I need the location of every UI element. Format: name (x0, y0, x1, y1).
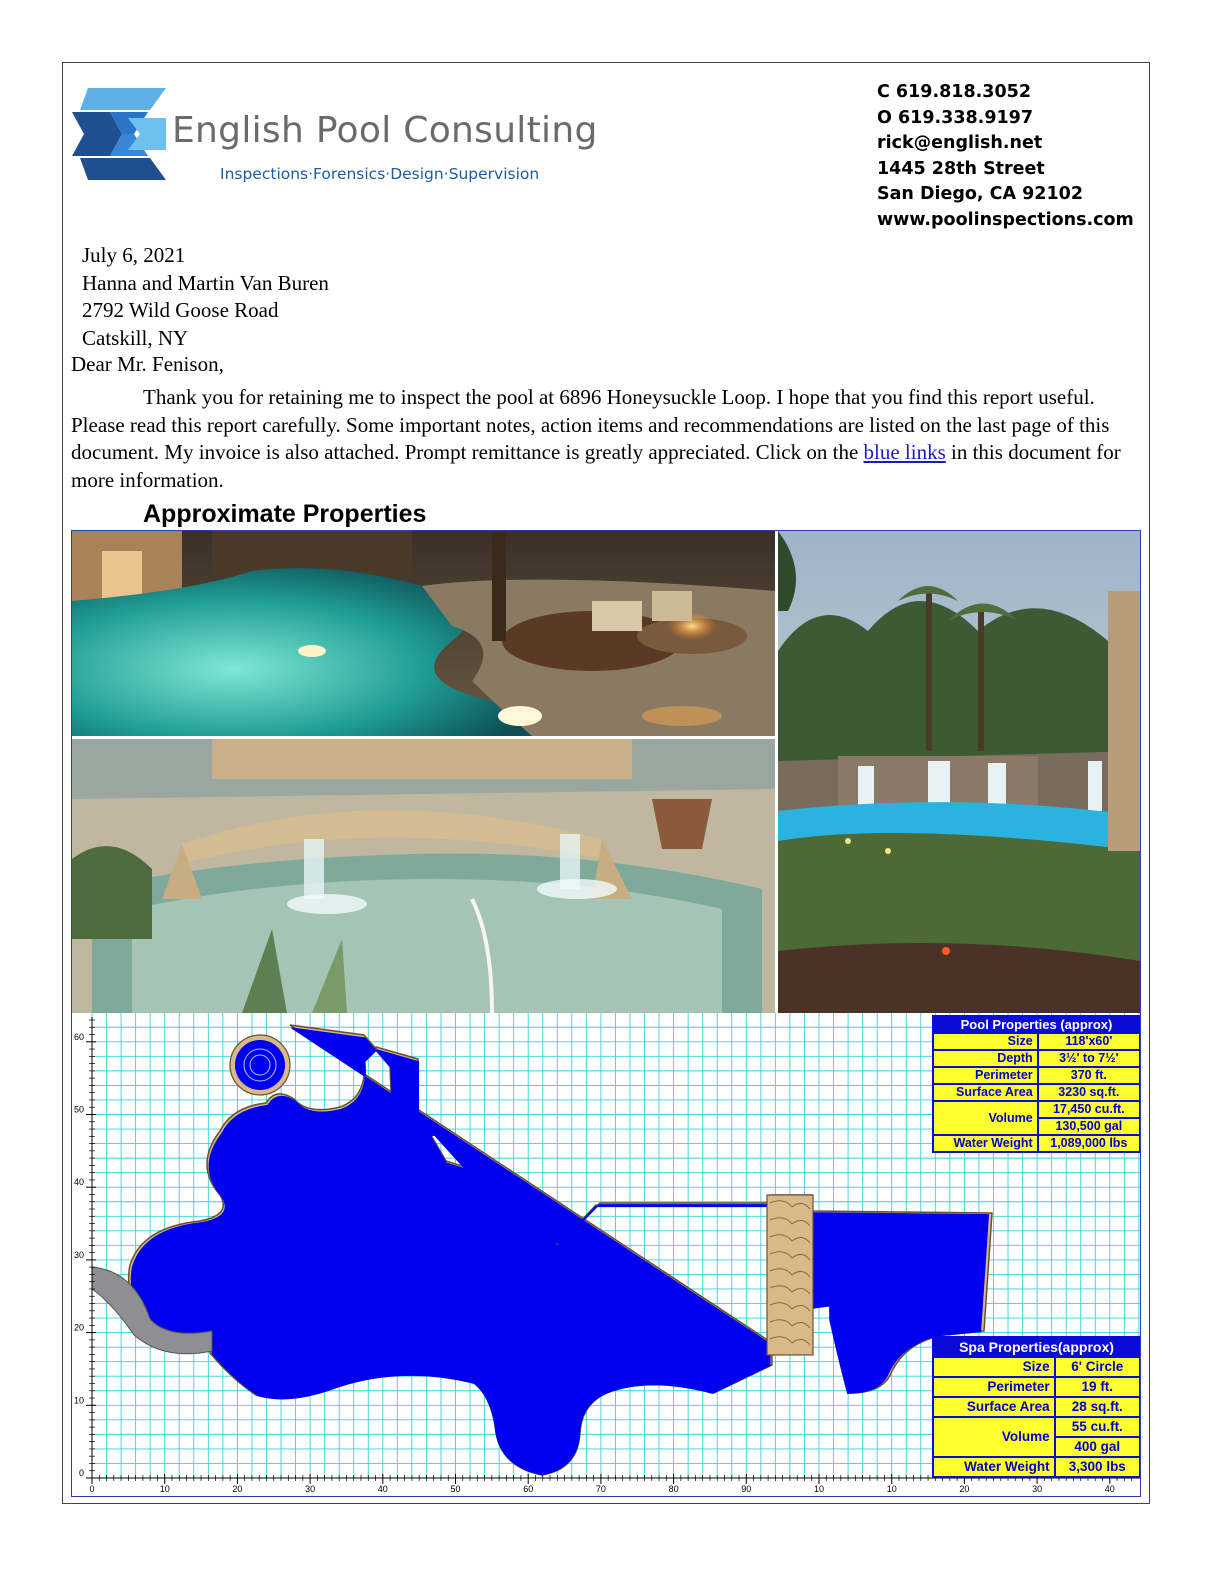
spa-area-value: 28 sq.ft. (1055, 1397, 1140, 1417)
pool-depth-label: Depth (933, 1050, 1038, 1067)
letter-body (71, 384, 1141, 494)
x-tick-label: 80 (668, 1484, 679, 1494)
x-tick-label: 70 (595, 1484, 606, 1494)
pool-area-label: Surface Area (933, 1084, 1038, 1101)
spa-perimeter-value: 19 ft. (1055, 1377, 1140, 1397)
pool-size-label: Size (933, 1033, 1038, 1050)
spa-volume-gal: 400 gal (1055, 1437, 1140, 1457)
spa-weight-value: 3,300 lbs (1055, 1457, 1140, 1477)
y-tick-label: 60 (73, 1031, 84, 1042)
section-title: Approximate Properties (143, 500, 427, 528)
pool-volume-gal: 130,500 gal (1038, 1118, 1140, 1135)
pool-perimeter-label: Perimeter (933, 1067, 1038, 1084)
pool-waterfall-photo (778, 531, 1140, 1013)
pool-properties-title: Pool Properties (approx) (933, 1016, 1140, 1033)
recipient-block (82, 242, 329, 352)
y-tick-label: 20 (73, 1322, 84, 1333)
x-tick-label: 60 (523, 1484, 534, 1494)
recipient-name: Hanna and Martin Van Buren (82, 270, 329, 295)
body-text-1: Thank you for retaining me to inspect the pool at 6896 Honeysuckle Loop. I hope that you find this report useful. Please read this report carefully. Some important notes, action items and recommendations are listed on the last page of this document. My invoice is also attached. Prompt remittance is greatly appreciated. Click on the (71, 385, 1110, 465)
pool-weight-label: Water Weight (933, 1135, 1038, 1152)
street-address: 1445 28th Street (877, 158, 1045, 179)
pool-perimeter-value: 370 ft. (1038, 1067, 1140, 1084)
x-tick-label: 10 (159, 1484, 170, 1494)
pool-volume-cuft: 17,450 cu.ft. (1038, 1101, 1140, 1118)
spa-area-label: Surface Area (933, 1397, 1055, 1417)
x-tick-label: 10 (886, 1484, 897, 1494)
body-text-2: in this document for more information. (71, 440, 1121, 492)
spa-size-label: Size (933, 1357, 1055, 1377)
company-tagline: Inspections·Forensics·Design·Supervision (220, 165, 540, 183)
x-tick-label: 20 (232, 1484, 243, 1494)
x-tick-label: 30 (1032, 1484, 1043, 1494)
pool-night-photo (72, 531, 775, 736)
salutation: Dear Mr. Fenison, (71, 352, 224, 376)
spa-perimeter-label: Perimeter (933, 1377, 1055, 1397)
x-tick-label: 40 (1104, 1484, 1115, 1494)
pool-size-value: 118'x60' (1038, 1033, 1140, 1050)
x-tick-label: 20 (959, 1484, 970, 1494)
office-phone: O 619.338.9197 (877, 107, 1034, 128)
x-tick-label: 0 (89, 1484, 95, 1494)
y-tick-label: 40 (73, 1177, 84, 1188)
recipient-address-line2: Catskill, NY (82, 325, 189, 350)
email: rick@english.net (877, 133, 1043, 154)
spa-weight-label: Water Weight (933, 1457, 1055, 1477)
pool-weight-value: 1,089,000 lbs (1038, 1135, 1140, 1152)
spa-volume-label: Volume (933, 1417, 1055, 1457)
blue-links-link[interactable]: blue links (863, 440, 946, 465)
website: www.poolinspections.com (877, 209, 1134, 230)
city-state-zip: San Diego, CA 92102 (877, 184, 1084, 205)
cell-phone: C 619.818.3052 (877, 82, 1031, 102)
x-tick-label: 50 (450, 1484, 461, 1494)
letter-date: July 6, 2021 (82, 243, 186, 267)
properties-figure (71, 530, 1141, 1497)
pool-depth-value: 3½' to 7½' (1038, 1050, 1140, 1067)
spa-volume-cuft: 55 cu.ft. (1055, 1417, 1140, 1437)
y-tick-label: 10 (73, 1395, 84, 1406)
x-tick-label: 30 (305, 1484, 316, 1494)
pool-volume-label: Volume (933, 1101, 1038, 1135)
pool-bridge-photo (72, 739, 775, 1013)
recipient-address-line1: 2792 Wild Goose Road (82, 298, 279, 322)
contact-block (877, 80, 1134, 234)
spa-properties-title: Spa Properties(approx) (933, 1337, 1140, 1357)
spa-water (235, 1040, 285, 1090)
y-tick-label: 0 (78, 1468, 84, 1478)
x-tick-label: 40 (377, 1484, 388, 1494)
pool-area-value: 3230 sq.ft. (1038, 1084, 1140, 1101)
y-tick-label: 50 (73, 1104, 84, 1115)
company-name: English Pool Consulting (172, 110, 598, 151)
pool-properties-table (932, 1015, 1141, 1153)
x-tick-label: 90 (741, 1484, 752, 1494)
spa-size-value: 6' Circle (1055, 1357, 1140, 1377)
y-tick-label: 30 (73, 1249, 84, 1260)
spa-properties-table (932, 1336, 1141, 1478)
x-tick-label: 10 (813, 1484, 825, 1494)
